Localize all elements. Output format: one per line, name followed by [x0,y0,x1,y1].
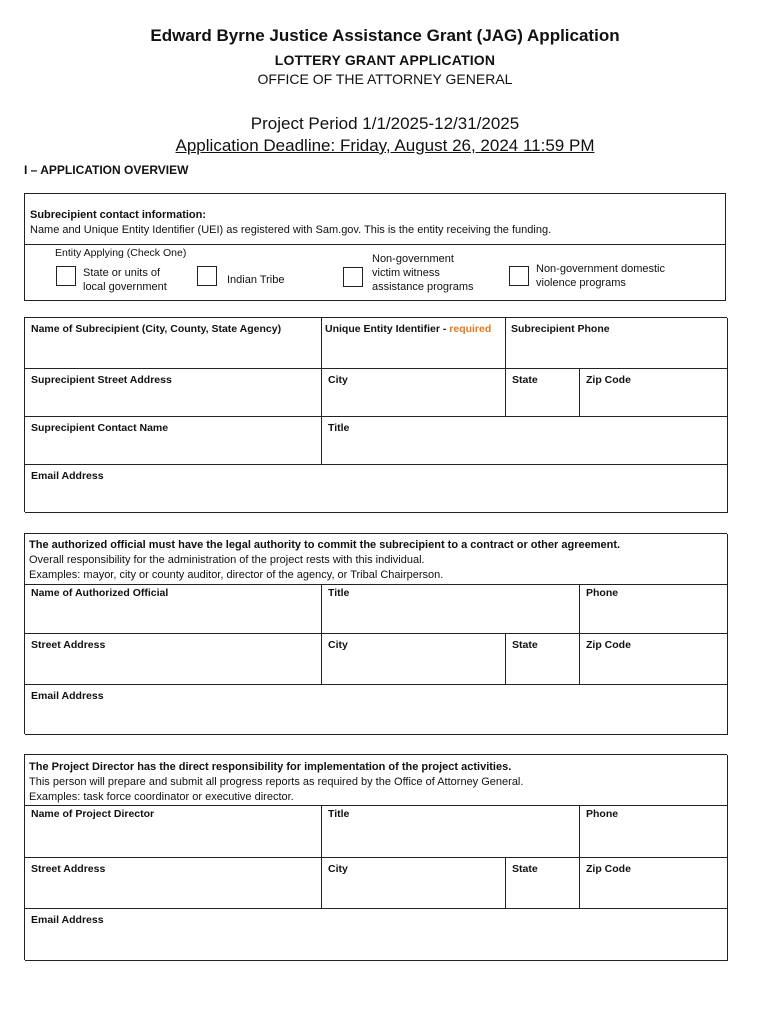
section-title: I – APPLICATION OVERVIEW [24,163,189,177]
entity-applying-label: Entity Applying (Check One) [55,247,187,259]
field-label: Email Address [31,690,104,702]
authorized-email-field[interactable] [25,685,728,735]
subrecipient-name-field[interactable] [25,318,322,369]
application-deadline: Application Deadline: Friday, August 26, 2024 11:59 PM [175,136,595,155]
subrecipient-phone-field[interactable] [506,318,728,369]
subrecipient-state-field[interactable] [506,369,580,417]
field-label: Street Address [31,863,106,875]
director-zip-field[interactable] [580,858,728,909]
subrecipient-zip-field[interactable] [580,369,728,417]
authorized-name-field[interactable] [25,585,322,634]
option-label: Non-government [372,253,454,265]
field-label: Title [328,587,350,599]
subrecipient-contact-field[interactable] [25,417,322,465]
option-label: local government [83,281,167,293]
authorized-street-field[interactable] [25,634,322,685]
domestic-violence-checkbox[interactable] [509,266,529,286]
field-label: City [328,863,348,875]
director-line2: Examples: task force coordinator or executive director. [29,791,294,803]
authorized-line2: Examples: mayor, city or county auditor, director of the agency, or Tribal Chairperson. [29,569,444,581]
subrecipient-instruction: Name and Unique Entity Identifier (UEI) as registered with Sam.gov. This is the entity receiving the funding. [30,224,552,236]
field-label: Title [328,808,350,820]
field-label: State [512,639,538,651]
director-line1: This person will prepare and submit all progress reports as required by the Office of Attorney General. [29,776,524,788]
authorized-state-field[interactable] [506,634,580,685]
state-local-checkbox[interactable] [56,266,76,286]
field-label: Zip Code [586,863,631,875]
domestic-violence-option [536,262,665,290]
indian-tribe-checkbox[interactable] [197,266,217,286]
field-label: Phone [586,808,619,820]
option-label: victim witness [372,267,440,279]
subrecipient-email-field[interactable] [25,465,728,513]
director-email-field[interactable] [25,909,728,961]
field-label: Email Address [31,470,104,482]
form-subtitle: LOTTERY GRANT APPLICATION [274,52,496,68]
authorized-zip-field[interactable] [580,634,728,685]
subrecipient-heading: Subrecipient contact information: [30,209,207,221]
field-label: Name of Authorized Official [31,587,169,599]
director-phone-field[interactable] [580,806,728,858]
director-city-field[interactable] [322,858,506,909]
subrecipient-info-box [24,193,726,301]
subrecipient-street-field[interactable] [25,369,322,417]
field-label: Street Address [31,639,106,651]
director-name-field[interactable] [25,806,322,858]
field-label: Zip Code [586,374,631,386]
authorized-official-notes [25,534,728,585]
option-label: Non-government domestic [536,263,666,275]
field-label: Suprecipient Street Address [31,374,172,386]
form-title: Edward Byrne Justice Assistance Grant (JAG) Application [150,26,620,45]
option-label: assistance programs [372,281,474,293]
field-label: Email Address [31,914,104,926]
field-label: Title [328,422,350,434]
field-label: State [512,374,538,386]
project-period: Project Period 1/1/2025-12/31/2025 [250,114,520,133]
field-label: Phone [586,587,619,599]
office-name: OFFICE OF THE ATTORNEY GENERAL [257,71,513,87]
victim-witness-option [372,252,474,294]
authorized-heading: The authorized official must have the legal authority to commit the subrecipient to a contract or other agreement. [29,539,621,551]
subrecipient-city-field[interactable] [322,369,506,417]
victim-witness-checkbox[interactable] [343,267,363,287]
state-local-option [83,266,167,294]
project-director-section [24,754,727,960]
field-label: Suprecipient Contact Name [31,422,169,434]
field-label [325,323,491,335]
field-label: Name of Subrecipient (City, County, State Agency) [31,323,282,335]
divider [25,244,725,245]
field-label: Name of Project Director [31,808,155,820]
field-label: Zip Code [586,639,631,651]
authorized-title-field[interactable] [322,585,580,634]
uei-field[interactable] [322,318,506,369]
authorized-official-section [24,533,727,734]
director-title-field[interactable] [322,806,580,858]
subrecipient-title-field[interactable] [322,417,728,465]
authorized-city-field[interactable] [322,634,506,685]
authorized-line1: Overall responsibility for the administration of the project rests with this individual. [29,554,425,566]
project-director-notes [25,755,728,806]
field-label: State [512,863,538,875]
director-state-field[interactable] [506,858,580,909]
required-marker: required [449,323,492,335]
indian-tribe-option: Indian Tribe [227,274,285,286]
director-heading: The Project Director has the direct responsibility for implementation of the project activities. [29,761,512,773]
field-label: Subrecipient Phone [511,323,610,335]
uei-label: Unique Entity Identifier - [325,323,450,335]
subrecipient-table [24,317,727,512]
field-label: City [328,639,348,651]
option-label: State or units of [83,267,161,279]
director-street-field[interactable] [25,858,322,909]
authorized-phone-field[interactable] [580,585,728,634]
field-label: City [328,374,348,386]
option-label: violence programs [536,277,626,289]
